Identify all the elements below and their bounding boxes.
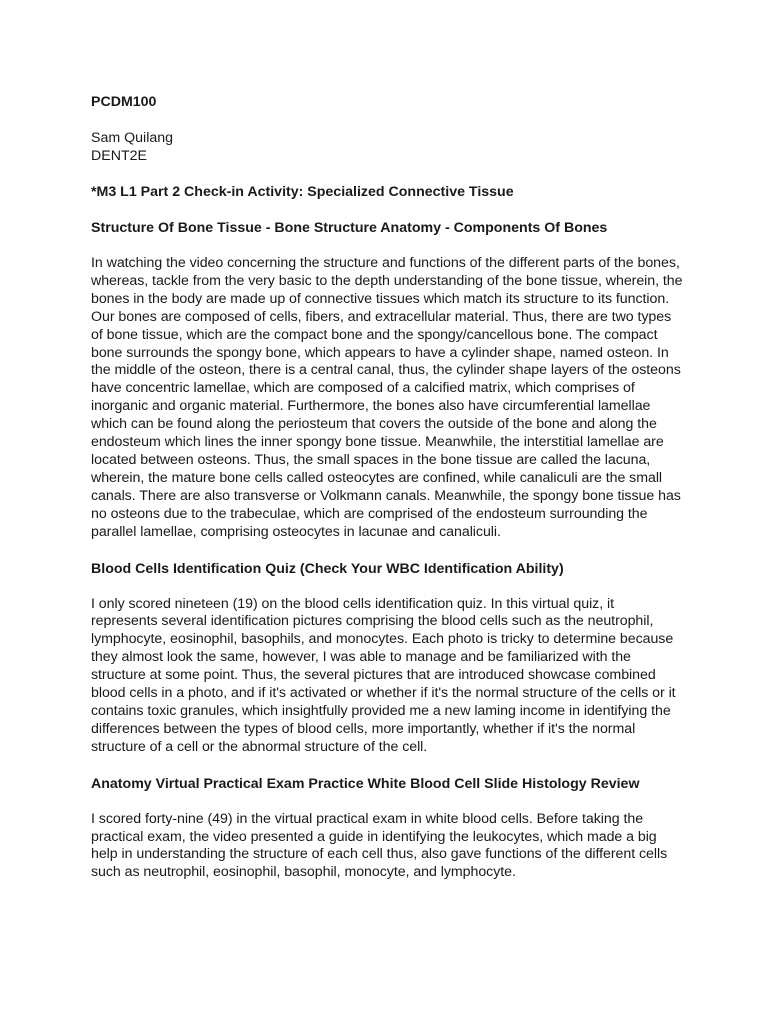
section-heading-blood-cells-quiz: Blood Cells Identification Quiz (Check Your WBC Identification Ability) — [91, 560, 564, 577]
section-body-blood-cells-quiz: I only scored nineteen (19) on the blood cells identification quiz. In this virtual quiz, it represents several identification pictures comprising the blood cells such as the neutrophil, lymphocyte, eosinophil, basophils, and monocytes. Each photo is tricky to determine because they almost look the same, however, I was able to manage and be familiarized with the structure at some point. Thus, the several pictures that are introduced showcase combined blood cells in a photo, and if it's activated or whether if it's the normal structure of the cells or it contains toxic granules, which insightfully provided me a new laming income in identifying the differences between the types of blood cells, more importantly, whether if it's the normal structure of a cell or the abnormal structure of the cell. — [91, 595, 676, 755]
section-heading-practical-exam: Anatomy Virtual Practical Exam Practice White Blood Cell Slide Histology Review — [91, 775, 640, 792]
course-code: PCDM100 — [91, 94, 157, 110]
section-heading-bone-tissue: Structure Of Bone Tissue - Bone Structure Anatomy - Components Of Bones — [91, 220, 608, 236]
activity-title: *M3 L1 Part 2 Check-in Activity: Specialized Connective Tissue — [91, 184, 514, 200]
document-page — [91, 93, 683, 882]
author-section: DENT2E — [91, 148, 147, 164]
author-name: Sam Quilang — [91, 130, 174, 146]
section-body-bone-tissue: In watching the video concerning the structure and functions of the different parts of the bones, whereas, tackle from the very basic to the depth understanding of the bone tissue, wherein, the bones in the body are made up of connective tissues which match its structure to its function. Our bones are composed of cells, fibers, and extracellular material. Thus, there are two types of bone tissue, which are the compact bone and the spongy/cancellous bone. The compact bone surrounds the spongy bone, which appears to have a cylinder shape, named osteon. In the middle of the osteon, there is a central canal, thus, the cylinder shape layers of the osteons have concentric lamellae, which are composed of a calcified matrix, which comprises of inorganic and organic material. Furthermore, the bones also have circumferential lamellae which can be found along the periosteum that covers the outside of the bone and along the endosteum which lines the inner spongy bone tissue. Meanwhile, the interstitial lamellae are located between osteons. Thus, the small spaces in the bone tissue are called the lacuna, wherein, the mature bone cells called osteocytes are confined, while canaliculi are the small canals. There are also transverse or Volkmann canals. Meanwhile, the spongy bone tissue has no osteons due to the trabeculae, which are comprised of the endosteum surrounding the parallel lamellae, comprising osteocytes in lacunae and canaliculi. — [91, 255, 683, 540]
section-body-practical-exam: I scored forty-nine (49) in the virtual practical exam in white blood cells. Before taking the practical exam, the video presented a guide in identifying the leukocytes, which made a big help in understanding the structure of each cell thus, also gave functions of the different cells such as neutrophil, eosinophil, basophil, monocyte, and lymphocyte. — [91, 810, 668, 881]
author-block — [91, 129, 683, 165]
